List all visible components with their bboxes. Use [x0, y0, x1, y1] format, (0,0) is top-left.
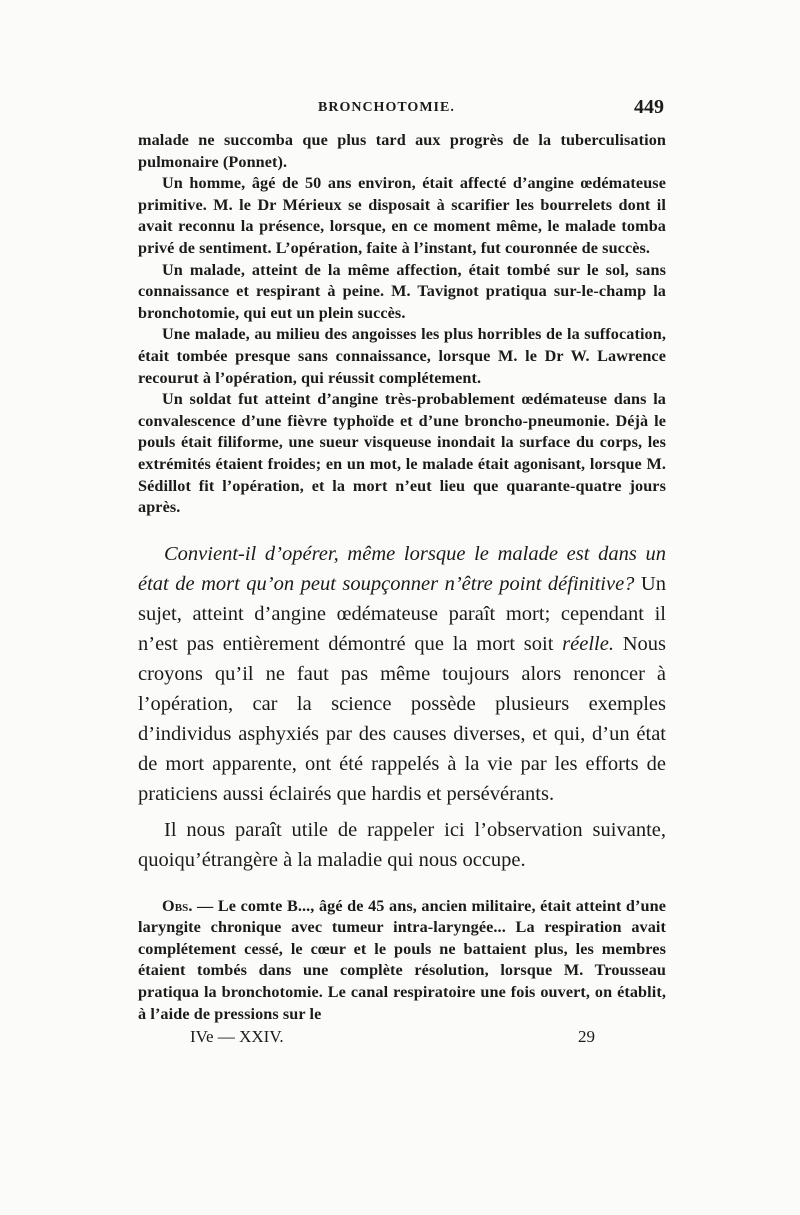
main-discussion — [138, 539, 666, 875]
word-italic: réelle. — [562, 632, 614, 655]
signature-volume: IVe — XXIV. — [190, 1027, 284, 1047]
signature-number: 29 — [578, 1027, 595, 1047]
paragraph-case-sedillot: Un soldat fut atteint d’angine très-probablement œdémateuse dans la convalescence d’une fièvre typhoïde et d’une broncho-pneumonie. Déjà le pouls était filiforme, une sueur visqueuse inondait la surface du corps, les extrémités étaient froides; en un mot, le malade était agonisant, lorsque M. Sédillot fit l’opération, et la mort n’eut lieu que quarante-quatre jours après. — [138, 390, 666, 517]
paragraph-case-merieux: Un homme, âgé de 50 ans environ, était affecté d’angine œdémateuse primitive. M. le Dr Mérieux se disposait à scarifier les bourrelets dont il avait reconnu la présence, lorsque, en ce moment même, le malade tomba privé de sentiment. L’opération, faite à l’instant, fut couronnée de succès. — [138, 174, 666, 257]
question-text-b: Nous croyons qu’il ne faut pas même toujours alors renoncer à l’opération, car la science possède plusieurs exemples d’individus asphyxiés par des causes diverses, et qui, d’un état de mort apparente, ont été rappelés à la vie par les efforts de praticiens aussi éclairés que hardis et persévérants. — [138, 632, 666, 805]
paragraph-case-lawrence: Une malade, au milieu des angoisses les plus horribles de la suffocation, était tombée presque sans connaissance, lorsque M. le Dr W. Lawrence recourut à l’opération, qui réussit complétement. — [138, 325, 666, 387]
paragraph-question — [138, 539, 666, 809]
observation-paragraph — [138, 896, 666, 1026]
case-reports — [138, 130, 666, 519]
observation-label: Obs. — [162, 896, 193, 915]
observation — [138, 896, 666, 1026]
paragraph-continuation: malade ne succomba que plus tard aux progrès de la tuberculisation pulmonaire (Ponnet). — [138, 131, 666, 171]
paragraph-transition: Il nous paraît utile de rappeler ici l’observation suivante, quoiqu’étrangère à la maladie qui nous occupe. — [138, 818, 666, 871]
question-italic: Convient-il d’opérer, même lorsque le malade est dans un état de mort qu’on peut soupçonner n’être point définitive? — [138, 542, 666, 595]
page-header — [138, 96, 666, 130]
running-title: BRONCHOTOMIE. — [318, 100, 455, 115]
book-page — [138, 96, 666, 1053]
signature-line — [138, 1027, 666, 1053]
question-text-a: Un sujet, atteint d’angine œdémateuse paraît mort; cependant il n’est pas entièrement démontré que la mort soit — [138, 572, 666, 655]
paragraph-case-tavignot: Un malade, atteint de la même affection, était tombé sur le sol, sans connaissance et respirant à peine. M. Tavignot pratiqua sur-le-champ la bronchotomie, qui eut un plein succès. — [138, 260, 666, 322]
observation-text: — Le comte B..., âgé de 45 ans, ancien militaire, était atteint d’une laryngite chronique avec tumeur intra-laryngée... La respiration avait complétement cessé, le cœur et le pouls ne battaient plus, les membres étaient tombés dans une complète résolution, lorsque M. Trousseau pratiqua la bronchotomie. Le canal respiratoire une fois ouvert, on établit, à l’aide de pressions sur le — [138, 896, 666, 1023]
page-number: 449 — [634, 96, 664, 118]
